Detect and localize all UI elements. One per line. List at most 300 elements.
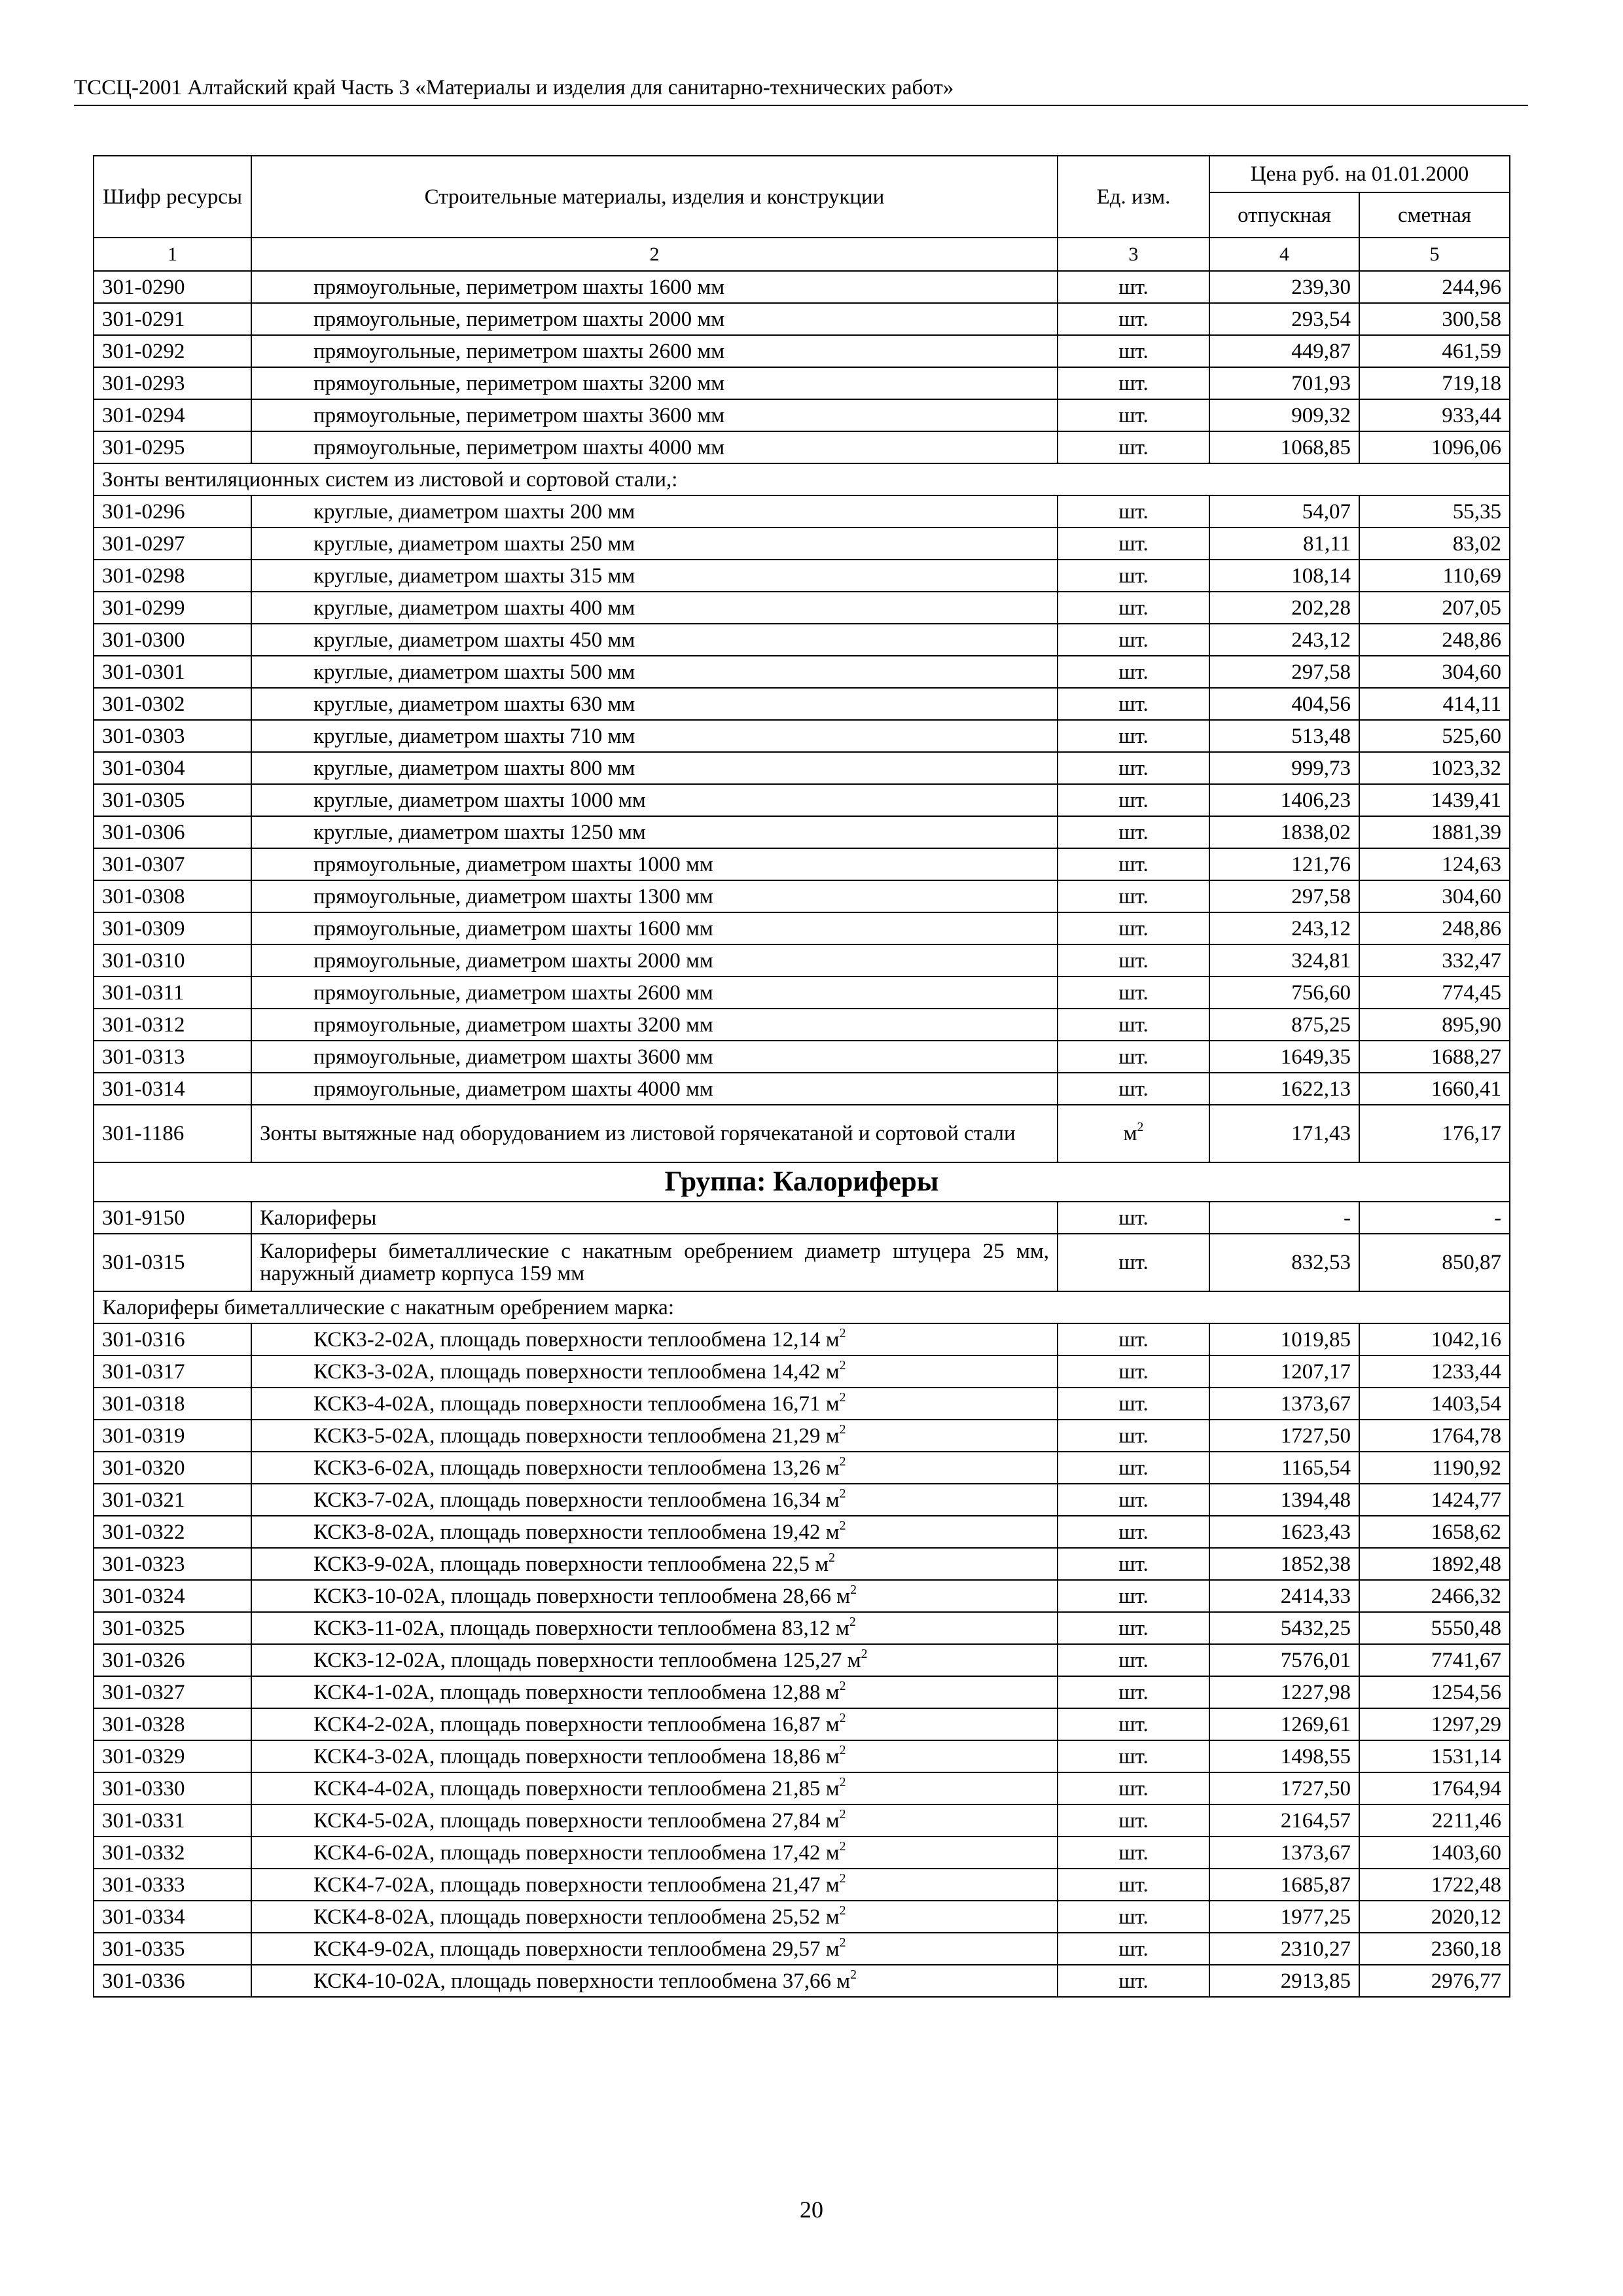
item-name-cell bbox=[251, 495, 1058, 528]
item-name-cell bbox=[251, 335, 1058, 367]
item-name: КСК3-11-02А, площадь поверхности теплообмена 83,12 м bbox=[313, 1616, 849, 1640]
resource-code: 301-0298 bbox=[94, 560, 251, 592]
superscript: 2 bbox=[839, 1774, 846, 1789]
item-name: прямоугольные, диаметром шахты 2000 мм bbox=[313, 948, 713, 973]
resource-code: 301-9150 bbox=[94, 1202, 251, 1234]
superscript: 2 bbox=[839, 1454, 846, 1469]
resource-code: 301-0328 bbox=[94, 1708, 251, 1740]
release-price: 1165,54 bbox=[1209, 1452, 1359, 1484]
item-name: Калориферы биметаллические с накатным оребрением диаметр штуцера 25 мм, наружный диаметр корпуса 159 мм bbox=[260, 1240, 1049, 1285]
page-number: 20 bbox=[800, 2197, 823, 2223]
unit-cell bbox=[1058, 528, 1209, 560]
item-name-cell bbox=[251, 752, 1058, 784]
item-name: КСК4-1-02А, площадь поверхности теплообмена 12,88 м bbox=[313, 1680, 840, 1704]
estimate-price: 248,86 bbox=[1359, 912, 1510, 944]
item-name-cell bbox=[251, 367, 1058, 399]
column-number: 2 bbox=[251, 238, 1058, 271]
item-name-cell bbox=[251, 1612, 1058, 1644]
release-price: 54,07 bbox=[1209, 495, 1359, 528]
estimate-price: 55,35 bbox=[1359, 495, 1510, 528]
superscript: 2 bbox=[839, 1390, 846, 1405]
release-price: 1373,67 bbox=[1209, 1388, 1359, 1420]
item-name-cell bbox=[251, 1355, 1058, 1388]
item-name-cell bbox=[251, 1073, 1058, 1105]
resource-code: 301-0309 bbox=[94, 912, 251, 944]
superscript: 2 bbox=[839, 1422, 846, 1437]
table-row bbox=[94, 1073, 1510, 1105]
item-name-cell bbox=[251, 1452, 1058, 1484]
unit-cell bbox=[1058, 1804, 1209, 1837]
group-title: Группа: Калориферы bbox=[94, 1162, 1510, 1202]
item-name: круглые, диаметром шахты 315 мм bbox=[313, 564, 635, 588]
header-code: Шифр ресурсы bbox=[94, 156, 251, 238]
release-price: 1838,02 bbox=[1209, 816, 1359, 848]
estimate-price: 1233,44 bbox=[1359, 1355, 1510, 1388]
estimate-price: 304,60 bbox=[1359, 656, 1510, 688]
unit-cell bbox=[1058, 1965, 1209, 1997]
estimate-price: 124,63 bbox=[1359, 848, 1510, 880]
resource-code: 301-0296 bbox=[94, 495, 251, 528]
header-name: Строительные материалы, изделия и конструкции bbox=[251, 156, 1058, 238]
item-name: КСК4-7-02А, площадь поверхности теплообмена 21,47 м bbox=[313, 1873, 840, 1897]
estimate-price: 933,44 bbox=[1359, 399, 1510, 431]
estimate-price: 244,96 bbox=[1359, 271, 1510, 303]
unit: шт. bbox=[1118, 1616, 1149, 1640]
item-name-cell bbox=[251, 1644, 1058, 1676]
item-name-cell bbox=[251, 271, 1058, 303]
unit: шт. bbox=[1118, 724, 1149, 748]
item-name-cell bbox=[251, 1772, 1058, 1804]
item-name: КСК3-6-02А, площадь поверхности теплообмена 13,26 м bbox=[313, 1456, 840, 1480]
table-row bbox=[94, 1548, 1510, 1580]
superscript: 2 bbox=[861, 1646, 868, 1661]
estimate-price: 1658,62 bbox=[1359, 1516, 1510, 1548]
unit-cell bbox=[1058, 1933, 1209, 1965]
item-name-cell bbox=[251, 1009, 1058, 1041]
release-price: 1068,85 bbox=[1209, 431, 1359, 463]
unit: шт. bbox=[1118, 1712, 1149, 1736]
unit: шт. bbox=[1118, 1359, 1149, 1384]
estimate-price: 248,86 bbox=[1359, 624, 1510, 656]
header-price: Цена руб. на 01.01.2000 bbox=[1209, 156, 1510, 192]
table-row bbox=[94, 1740, 1510, 1772]
superscript: 2 bbox=[839, 1518, 846, 1533]
table-row bbox=[94, 752, 1510, 784]
table-row bbox=[94, 784, 1510, 816]
table-row bbox=[94, 367, 1510, 399]
release-price: 202,28 bbox=[1209, 592, 1359, 624]
release-price: 909,32 bbox=[1209, 399, 1359, 431]
item-name: прямоугольные, диаметром шахты 3600 мм bbox=[313, 1045, 713, 1069]
release-price: 1622,13 bbox=[1209, 1073, 1359, 1105]
unit-cell bbox=[1058, 1452, 1209, 1484]
unit-cell bbox=[1058, 367, 1209, 399]
unit-cell bbox=[1058, 431, 1209, 463]
table-row bbox=[94, 1323, 1510, 1355]
column-numbers-row bbox=[94, 238, 1510, 271]
unit: шт. bbox=[1118, 1251, 1149, 1274]
resource-code: 301-0307 bbox=[94, 848, 251, 880]
unit-cell bbox=[1058, 1548, 1209, 1580]
column-number: 5 bbox=[1359, 238, 1510, 271]
resource-code: 301-0310 bbox=[94, 944, 251, 977]
unit-cell bbox=[1058, 1388, 1209, 1420]
item-name-cell bbox=[251, 1234, 1058, 1291]
unit-cell bbox=[1058, 912, 1209, 944]
unit: шт. bbox=[1118, 596, 1149, 620]
resource-code: 301-0303 bbox=[94, 720, 251, 752]
item-name-cell bbox=[251, 303, 1058, 335]
estimate-price: 2976,77 bbox=[1359, 1965, 1510, 1997]
estimate-price: 207,05 bbox=[1359, 592, 1510, 624]
unit: шт. bbox=[1118, 660, 1149, 684]
estimate-price: 1892,48 bbox=[1359, 1548, 1510, 1580]
unit-cell bbox=[1058, 720, 1209, 752]
unit-cell bbox=[1058, 784, 1209, 816]
column-number: 3 bbox=[1058, 238, 1209, 271]
item-name: КСК3-9-02А, площадь поверхности теплообмена 22,5 м bbox=[313, 1552, 829, 1576]
unit: шт. bbox=[1118, 756, 1149, 780]
resource-code: 301-0300 bbox=[94, 624, 251, 656]
table-row bbox=[94, 1234, 1510, 1291]
unit-cell bbox=[1058, 495, 1209, 528]
section-title: Калориферы биметаллические с накатным оребрением марка: bbox=[94, 1291, 1510, 1323]
estimate-price: - bbox=[1359, 1202, 1510, 1234]
item-name-cell bbox=[251, 1837, 1058, 1869]
estimate-price: 176,17 bbox=[1359, 1105, 1510, 1162]
running-header: ТССЦ-2001 Алтайский край Часть 3 «Материалы и изделия для санитарно-технических работ» bbox=[74, 73, 1528, 106]
unit-cell bbox=[1058, 335, 1209, 367]
release-price: 1019,85 bbox=[1209, 1323, 1359, 1355]
unit: шт. bbox=[1118, 371, 1149, 395]
estimate-price: 300,58 bbox=[1359, 303, 1510, 335]
estimate-price: 774,45 bbox=[1359, 977, 1510, 1009]
item-name: прямоугольные, периметром шахты 3600 мм bbox=[313, 403, 725, 427]
unit: шт. bbox=[1118, 307, 1149, 331]
item-name-cell bbox=[251, 720, 1058, 752]
unit: шт. bbox=[1118, 1488, 1149, 1512]
item-name-cell bbox=[251, 1548, 1058, 1580]
unit-cell bbox=[1058, 752, 1209, 784]
unit-cell bbox=[1058, 1837, 1209, 1869]
item-name: КСК3-7-02А, площадь поверхности теплообмена 16,34 м bbox=[313, 1488, 840, 1512]
unit: шт. bbox=[1118, 1424, 1149, 1448]
release-price: 2164,57 bbox=[1209, 1804, 1359, 1837]
resource-code: 301-0312 bbox=[94, 1009, 251, 1041]
unit-cell bbox=[1058, 1740, 1209, 1772]
unit: шт. bbox=[1118, 1206, 1149, 1230]
group-heading-row bbox=[94, 1162, 1510, 1202]
release-price: 1373,67 bbox=[1209, 1837, 1359, 1869]
item-name-cell bbox=[251, 656, 1058, 688]
item-name: прямоугольные, периметром шахты 2000 мм bbox=[313, 307, 725, 331]
header-estimate: сметная bbox=[1359, 192, 1510, 238]
release-price: 243,12 bbox=[1209, 912, 1359, 944]
superscript: 2 bbox=[839, 1710, 846, 1725]
release-price: 2913,85 bbox=[1209, 1965, 1359, 1997]
unit-cell bbox=[1058, 1323, 1209, 1355]
item-name-cell bbox=[251, 944, 1058, 977]
unit-cell bbox=[1058, 1234, 1209, 1291]
resource-code: 301-0313 bbox=[94, 1041, 251, 1073]
resource-code: 301-0320 bbox=[94, 1452, 251, 1484]
item-name-cell bbox=[251, 1676, 1058, 1708]
estimate-price: 1254,56 bbox=[1359, 1676, 1510, 1708]
estimate-price: 1660,41 bbox=[1359, 1073, 1510, 1105]
unit: шт. bbox=[1118, 884, 1149, 908]
column-number: 4 bbox=[1209, 238, 1359, 271]
item-name-cell bbox=[251, 848, 1058, 880]
resource-code: 301-0336 bbox=[94, 1965, 251, 1997]
unit-cell bbox=[1058, 656, 1209, 688]
release-price: 1498,55 bbox=[1209, 1740, 1359, 1772]
unit: шт. bbox=[1118, 1744, 1149, 1768]
unit: м bbox=[1123, 1122, 1137, 1145]
table-row bbox=[94, 335, 1510, 367]
table-row bbox=[94, 1933, 1510, 1965]
release-price: 1394,48 bbox=[1209, 1484, 1359, 1516]
resource-code: 301-0315 bbox=[94, 1234, 251, 1291]
unit-cell bbox=[1058, 944, 1209, 977]
unit: шт. bbox=[1118, 1045, 1149, 1069]
unit-cell bbox=[1058, 688, 1209, 720]
table-row bbox=[94, 1676, 1510, 1708]
estimate-price: 1424,77 bbox=[1359, 1484, 1510, 1516]
item-name: КСК4-6-02А, площадь поверхности теплообмена 17,42 м bbox=[313, 1840, 840, 1865]
release-price: 1727,50 bbox=[1209, 1420, 1359, 1452]
resource-code: 301-0311 bbox=[94, 977, 251, 1009]
unit-cell bbox=[1058, 1644, 1209, 1676]
table-row bbox=[94, 880, 1510, 912]
release-price: 1727,50 bbox=[1209, 1772, 1359, 1804]
release-price: 297,58 bbox=[1209, 656, 1359, 688]
estimate-price: 304,60 bbox=[1359, 880, 1510, 912]
resource-code: 301-0317 bbox=[94, 1355, 251, 1388]
table-row bbox=[94, 816, 1510, 848]
table-row bbox=[94, 399, 1510, 431]
resource-code: 301-0302 bbox=[94, 688, 251, 720]
table-row bbox=[94, 624, 1510, 656]
release-price: 81,11 bbox=[1209, 528, 1359, 560]
item-name-cell bbox=[251, 1388, 1058, 1420]
unit: шт. bbox=[1118, 692, 1149, 716]
estimate-price: 1042,16 bbox=[1359, 1323, 1510, 1355]
table-row bbox=[94, 1452, 1510, 1484]
item-name: КСК4-10-02А, площадь поверхности теплообмена 37,66 м bbox=[313, 1969, 851, 1993]
item-name: круглые, диаметром шахты 200 мм bbox=[313, 499, 635, 524]
unit: шт. bbox=[1118, 1873, 1149, 1897]
item-name-cell bbox=[251, 1041, 1058, 1073]
resource-code: 301-0329 bbox=[94, 1740, 251, 1772]
resource-code: 301-0335 bbox=[94, 1933, 251, 1965]
unit: шт. bbox=[1118, 1552, 1149, 1576]
table-row bbox=[94, 1612, 1510, 1644]
release-price: 121,76 bbox=[1209, 848, 1359, 880]
resource-code: 301-0327 bbox=[94, 1676, 251, 1708]
resource-code: 301-0293 bbox=[94, 367, 251, 399]
superscript: 2 bbox=[849, 1614, 856, 1629]
resource-code: 301-0331 bbox=[94, 1804, 251, 1837]
table-row bbox=[94, 912, 1510, 944]
item-name-cell bbox=[251, 784, 1058, 816]
unit: шт. bbox=[1118, 435, 1149, 459]
unit-cell bbox=[1058, 1869, 1209, 1901]
item-name: КСК3-2-02А, площадь поверхности теплообмена 12,14 м bbox=[313, 1327, 840, 1352]
resource-code: 301-0332 bbox=[94, 1837, 251, 1869]
estimate-price: 1403,54 bbox=[1359, 1388, 1510, 1420]
item-name: прямоугольные, диаметром шахты 1000 мм bbox=[313, 852, 713, 876]
unit-cell bbox=[1058, 1612, 1209, 1644]
unit: шт. bbox=[1118, 1840, 1149, 1865]
unit: шт. bbox=[1118, 1077, 1149, 1101]
release-price: 108,14 bbox=[1209, 560, 1359, 592]
release-price: 239,30 bbox=[1209, 271, 1359, 303]
item-name-cell bbox=[251, 688, 1058, 720]
estimate-price: 1764,78 bbox=[1359, 1420, 1510, 1452]
unit: шт. bbox=[1118, 1327, 1149, 1352]
unit: шт. bbox=[1118, 1969, 1149, 1993]
release-price: 1207,17 bbox=[1209, 1355, 1359, 1388]
resource-code: 301-0333 bbox=[94, 1869, 251, 1901]
unit-cell bbox=[1058, 1772, 1209, 1804]
release-price: 1269,61 bbox=[1209, 1708, 1359, 1740]
item-name: прямоугольные, диаметром шахты 3200 мм bbox=[313, 1013, 713, 1037]
estimate-price: 1403,60 bbox=[1359, 1837, 1510, 1869]
resource-code: 301-0318 bbox=[94, 1388, 251, 1420]
release-price: 2414,33 bbox=[1209, 1580, 1359, 1612]
release-price: 1685,87 bbox=[1209, 1869, 1359, 1901]
superscript: 2 bbox=[839, 1678, 846, 1693]
superscript: 2 bbox=[829, 1550, 835, 1565]
header-unit: Ед. изм. bbox=[1058, 156, 1209, 238]
resource-code: 301-0330 bbox=[94, 1772, 251, 1804]
unit: шт. bbox=[1118, 339, 1149, 363]
item-name-cell bbox=[251, 431, 1058, 463]
item-name: прямоугольные, периметром шахты 1600 мм bbox=[313, 275, 725, 299]
superscript: 2 bbox=[839, 1742, 846, 1757]
unit: шт. bbox=[1118, 275, 1149, 299]
table-row bbox=[94, 688, 1510, 720]
table-row bbox=[94, 1388, 1510, 1420]
estimate-price: 2020,12 bbox=[1359, 1901, 1510, 1933]
item-name: КСК3-3-02А, площадь поверхности теплообмена 14,42 м bbox=[313, 1359, 840, 1384]
estimate-price: 2360,18 bbox=[1359, 1933, 1510, 1965]
estimate-price: 1297,29 bbox=[1359, 1708, 1510, 1740]
estimate-price: 850,87 bbox=[1359, 1234, 1510, 1291]
table-row bbox=[94, 592, 1510, 624]
item-name-cell bbox=[251, 1933, 1058, 1965]
unit-cell bbox=[1058, 303, 1209, 335]
item-name-cell bbox=[251, 1965, 1058, 1997]
unit-cell bbox=[1058, 1901, 1209, 1933]
item-name: круглые, диаметром шахты 800 мм bbox=[313, 756, 635, 780]
item-name: круглые, диаметром шахты 710 мм bbox=[313, 724, 635, 748]
resource-code: 301-0316 bbox=[94, 1323, 251, 1355]
table-row bbox=[94, 1804, 1510, 1837]
item-name: круглые, диаметром шахты 400 мм bbox=[313, 596, 635, 620]
resource-code: 301-0326 bbox=[94, 1644, 251, 1676]
unit-cell bbox=[1058, 1073, 1209, 1105]
release-price: 875,25 bbox=[1209, 1009, 1359, 1041]
table-row bbox=[94, 1580, 1510, 1612]
resource-code: 301-0305 bbox=[94, 784, 251, 816]
estimate-price: 2466,32 bbox=[1359, 1580, 1510, 1612]
resource-code: 301-0297 bbox=[94, 528, 251, 560]
release-price: 1852,38 bbox=[1209, 1548, 1359, 1580]
estimate-price: 525,60 bbox=[1359, 720, 1510, 752]
unit-cell bbox=[1058, 1009, 1209, 1041]
item-name: прямоугольные, диаметром шахты 1600 мм bbox=[313, 916, 713, 941]
unit: шт. bbox=[1118, 1648, 1149, 1672]
unit: шт. bbox=[1118, 820, 1149, 844]
release-price: 5432,25 bbox=[1209, 1612, 1359, 1644]
resource-code: 301-1186 bbox=[94, 1105, 251, 1162]
release-price: 404,56 bbox=[1209, 688, 1359, 720]
superscript: 2 bbox=[839, 1806, 846, 1821]
release-price: 1649,35 bbox=[1209, 1041, 1359, 1073]
unit-cell bbox=[1058, 1708, 1209, 1740]
item-name-cell bbox=[251, 1516, 1058, 1548]
resource-code: 301-0291 bbox=[94, 303, 251, 335]
estimate-price: 1688,27 bbox=[1359, 1041, 1510, 1073]
table-row bbox=[94, 1837, 1510, 1869]
superscript: 2 bbox=[850, 1967, 857, 1982]
table-body bbox=[94, 271, 1510, 1997]
section-row bbox=[94, 463, 1510, 495]
unit-cell bbox=[1058, 271, 1209, 303]
item-name: КСК3-5-02А, площадь поверхности теплообмена 21,29 м bbox=[313, 1424, 840, 1448]
unit-cell bbox=[1058, 1355, 1209, 1388]
release-price: 297,58 bbox=[1209, 880, 1359, 912]
table-row bbox=[94, 431, 1510, 463]
table-row bbox=[94, 303, 1510, 335]
table-row bbox=[94, 495, 1510, 528]
table-row bbox=[94, 944, 1510, 977]
unit: шт. bbox=[1118, 980, 1149, 1005]
section-row bbox=[94, 1291, 1510, 1323]
resource-code: 301-0325 bbox=[94, 1612, 251, 1644]
item-name: КСК4-4-02А, площадь поверхности теплообмена 21,85 м bbox=[313, 1776, 840, 1801]
item-name-cell bbox=[251, 1484, 1058, 1516]
resource-code: 301-0319 bbox=[94, 1420, 251, 1452]
table-row bbox=[94, 1009, 1510, 1041]
item-name: КСК4-3-02А, площадь поверхности теплообмена 18,86 м bbox=[313, 1744, 840, 1768]
unit-cell bbox=[1058, 1484, 1209, 1516]
item-name: прямоугольные, диаметром шахты 4000 мм bbox=[313, 1077, 713, 1101]
item-name: КСК4-5-02А, площадь поверхности теплообмена 27,84 м bbox=[313, 1808, 840, 1833]
unit-cell bbox=[1058, 560, 1209, 592]
unit: шт. bbox=[1118, 1456, 1149, 1480]
resource-code: 301-0294 bbox=[94, 399, 251, 431]
item-name: КСК3-10-02А, площадь поверхности теплообмена 28,66 м bbox=[313, 1584, 851, 1608]
table-row bbox=[94, 1105, 1510, 1162]
unit-cell bbox=[1058, 624, 1209, 656]
table-row bbox=[94, 848, 1510, 880]
table-row bbox=[94, 1772, 1510, 1804]
resource-code: 301-0299 bbox=[94, 592, 251, 624]
release-price: 999,73 bbox=[1209, 752, 1359, 784]
table-row bbox=[94, 1869, 1510, 1901]
table-row bbox=[94, 1901, 1510, 1933]
unit-cell bbox=[1058, 1041, 1209, 1073]
table-row bbox=[94, 1041, 1510, 1073]
unit: шт. bbox=[1118, 1776, 1149, 1801]
unit: шт. bbox=[1118, 499, 1149, 524]
resource-code: 301-0308 bbox=[94, 880, 251, 912]
item-name: КСК4-9-02А, площадь поверхности теплообмена 29,57 м bbox=[313, 1937, 840, 1961]
estimate-price: 461,59 bbox=[1359, 335, 1510, 367]
unit: шт. bbox=[1118, 1937, 1149, 1961]
